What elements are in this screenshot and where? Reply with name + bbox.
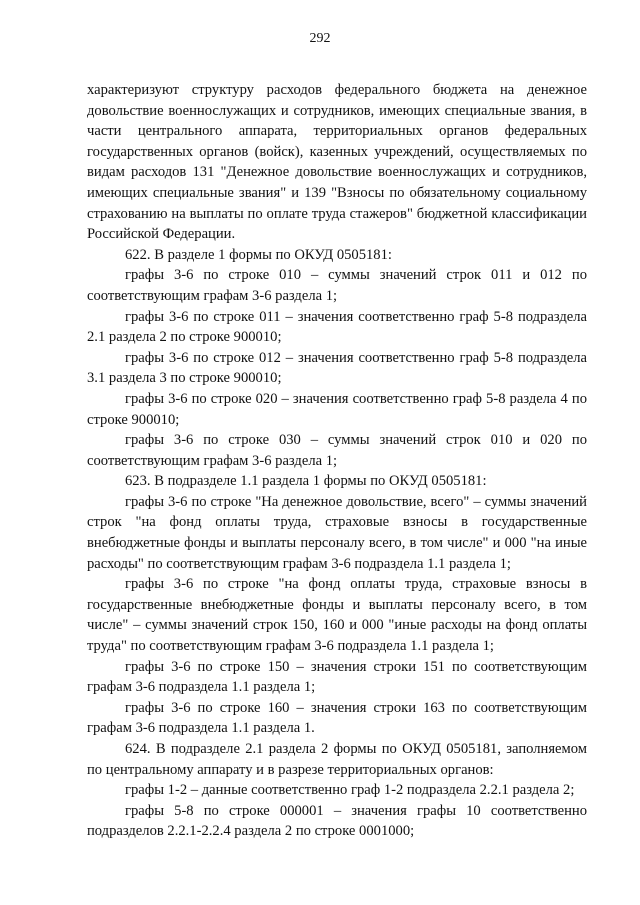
paragraph-622-row-011: графы 3-6 по строке 011 – значения соответственно граф 5-8 подраздела 2.1 раздела 2 по строке 900010; bbox=[87, 308, 587, 346]
paragraph-623-fund: графы 3-6 по строке "на фонд оплаты труда, страховые взносы в государственные внебюджетные фонды и выплаты персоналу всего, в том числе" – суммы значений строк 150, 160 и 000 "иные расходы на фонд оплаты труда" по соответствующим графам 3-6 подраздела 1.1 раздела 1; bbox=[87, 576, 587, 655]
paragraph-624-columns-1-2: графы 1-2 – данные соответственно граф 1-2 подраздела 2.2.1 раздела 2; bbox=[125, 782, 575, 799]
paragraph-624-heading: 624. В подразделе 2.1 раздела 2 формы по ОКУД 0505181, заполняемом по центральному аппарату и в разрезе территориальных органов: bbox=[87, 741, 587, 778]
paragraph-intro: характеризуют структуру расходов федерального бюджета на денежное довольствие военнослужащих и сотрудников, имеющих специальные звания, в части центрального аппарата, территориальных органов федеральных государственных органов (войск), казенных учреждений, осуществляемых по видам расходов 131 "Денежное довольствие военнослужащих и сотрудников, имеющих специальные звания" и 139 "Взносы по обязательному социальному страхованию на выплаты по оплате труда стажеров" бюджетной классификации Российской Федерации. bbox=[87, 82, 587, 243]
page-number: 292 bbox=[309, 31, 331, 46]
paragraph-622-row-012: графы 3-6 по строке 012 – значения соответственно граф 5-8 подраздела 3.1 раздела 3 по строке 900010; bbox=[87, 349, 587, 387]
paragraph-624-columns-5-8: графы 5-8 по строке 000001 – значения графы 10 соответственно подразделов 2.2.1-2.2.4 раздела 2 по строке 0001000; bbox=[87, 802, 587, 840]
paragraph-622-row-010: графы 3-6 по строке 010 – суммы значений строк 011 и 012 по соответствующим графам 3-6 раздела 1; bbox=[87, 267, 587, 304]
paragraph-622-row-030: графы 3-6 по строке 030 – суммы значений строк 010 и 020 по соответствующим графам 3-6 раздела 1; bbox=[87, 432, 587, 469]
paragraph-623-total: графы 3-6 по строке "На денежное довольствие, всего" – суммы значений строк "на фонд оплаты труда, страховые взносы в государственные внебюджетные фонды и выплаты персоналу всего, в том числе" и 000 "на иные расходы" по соответствующим графам 3-6 подраздела 1.1 раздела 1; bbox=[87, 493, 587, 572]
paragraph-623-heading: 623. В подразделе 1.1 раздела 1 формы по ОКУД 0505181: bbox=[125, 473, 487, 490]
paragraph-622-heading: 622. В разделе 1 формы по ОКУД 0505181: bbox=[125, 246, 392, 263]
document-body bbox=[87, 80, 587, 842]
paragraph-622-row-020: графы 3-6 по строке 020 – значения соответственно граф 5-8 раздела 4 по строке 900010; bbox=[87, 390, 587, 428]
paragraph-623-row-150: графы 3-6 по строке 150 – значения строки 151 по соответствующим графам 3-6 подраздела 1.1 раздела 1; bbox=[87, 658, 587, 696]
paragraph-623-row-160: графы 3-6 по строке 160 – значения строки 163 по соответствующим графам 3-6 подраздела 1.1 раздела 1. bbox=[87, 699, 587, 737]
